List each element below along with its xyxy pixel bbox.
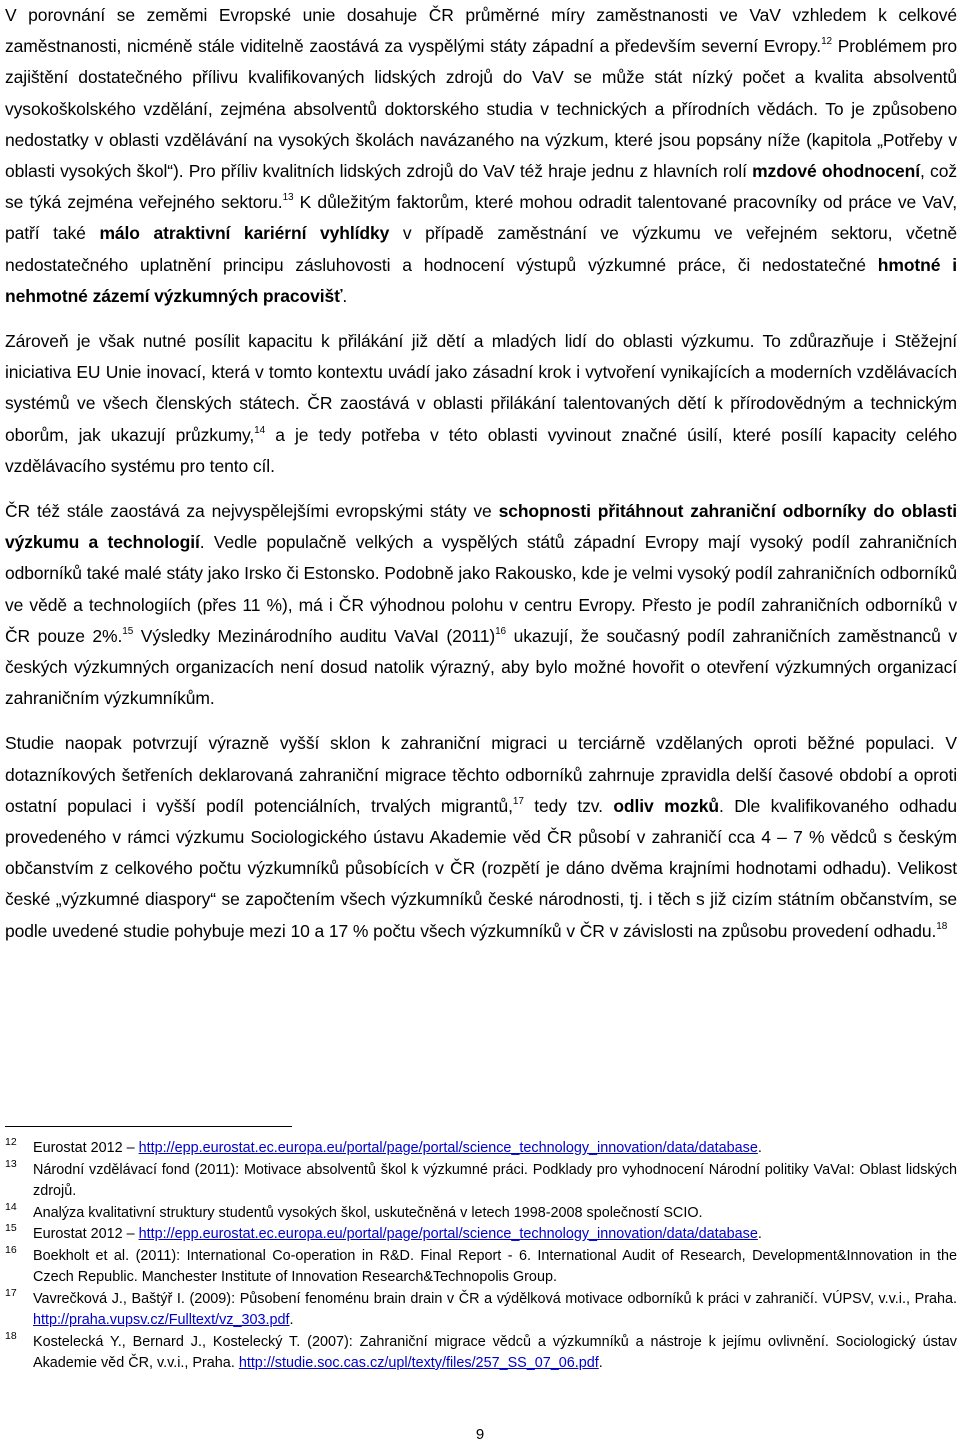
text-run: tedy tzv. [523,795,614,816]
footnote-17 [5,1286,957,1332]
footnote-16 [5,1243,957,1289]
text-run: Problémem pro zajištění dostatečného přílivu kvalifikovaných lidských zdrojů do VaV se může stát nízký počet a kvalita absolventů vysokoškolského vzdělání, zejména absolventů doktorského studia v technických a přírodních vědách. To je způsobeno nedostatky v oblasti vzdělávání na vysokých školách navázaného na výzkum, které jsou popsány níže (kapitola „Potřeby v oblasti vysokých škol“). Pro příliv kvalitních lidských zdrojů do VaV též hraje jednu z hlavních rolí [5,36,958,182]
footnote-number: 15 [5,1222,17,1234]
bold-text: málo atraktivní kariérní vyhlídky [99,223,390,244]
text-run: . Vedle populačně velkých a vyspělých států západní Evropy mají vysoký podíl zahraničních odborníků také malé státy jako Irsko či Estonsko. Podobně jako Rakousko, kde je velmi vysoký podíl zahraničních odborníků ve vědě a technologiích (přes 11 %), má i ČR výhodnou polohu v centru Evropy. Přesto je podíl zahraničních odborníků v ČR pouze 2%. [5,532,957,646]
paragraph-youth-attraction [5,326,957,482]
footnote-number: 13 [5,1157,17,1170]
paragraph-employment [5,0,957,312]
text-run: v případě zaměstnání ve výzkumu ve veřejném sektoru, včetně nedostatečného uplatnění principu zásluhovosti a hodnocení výstupů výzkumné práce, či nedostatečné [5,223,958,275]
footnote-punct: . [757,1140,762,1156]
footnote-ref[interactable]: 16 [495,625,506,637]
footnote-text: Vavrečková J., Baštýř I. (2009): Působení fenoménu brain drain v ČR a výdělková motivace odborníků k práci v zahraničí. VÚPSV, v.v.i., Praha. [33,1290,957,1307]
footnotes [5,1138,957,1375]
footnote-number: 16 [5,1243,17,1256]
footnote-number: 12 [5,1136,17,1148]
footnote-separator [5,1126,292,1127]
footnote-number: 17 [5,1286,17,1299]
footnote-text: Analýza kvalitativní struktury studentů vysokých škol, uskutečněná v letech 1998-2008 společností SCIO. [33,1204,703,1221]
footnote-link[interactable]: http://epp.eurostat.ec.europa.eu/portal/page/portal/science_technology_innovation/data/database [138,1226,758,1242]
bold-text: hmotné i nehmotné zázemí výzkumných pracovišť [5,254,957,306]
footnote-punct: . [598,1355,603,1371]
text-run: ukazují, že současný podíl zahraničních zaměstnanců v českých výzkumných organizacích není dosud natolik výrazný, aby bylo možné hovořit o otevření výzkumných organizací zahraničním výzkumníkům. [5,625,957,709]
footnote-number: 18 [5,1329,17,1342]
footnote-link[interactable]: http://studie.soc.cas.cz/upl/texty/files/257_SS_07_06.pdf [238,1355,599,1371]
paragraph-brain-drain [5,728,957,946]
footnote-ref[interactable]: 13 [282,192,294,204]
footnote-text: Eurostat 2012 – [33,1140,139,1156]
text-run: , což se týká zejména veřejného sektoru. [5,161,957,213]
footnote-ref[interactable]: 17 [512,795,524,807]
text-run: V porovnání se zeměmi Evropské unie dosahuje ČR průměrné míry zaměstnanosti ve VaV vzhledem k celkové zaměstnanosti, nicméně stále viditelně zaostává za vyspělými státy západní a především severní Evropy. [5,5,957,57]
footnote-12 [5,1138,957,1160]
footnote-15 [5,1224,957,1246]
text-run: Studie naopak potvrzují výrazně vyšší sklon k zahraniční migraci u terciárně vzdělaných oproti běžné populaci. V dotazníkových šetřeních deklarovaná zahraniční migrace těchto odborníků zahrnuje zpravidla delší časové období a oproti ostatní populaci i vyšší podíl potenciálních, trvalých migrantů, [5,733,957,816]
text-run: . [342,285,348,306]
paragraph-foreign-experts [5,496,957,714]
footnote-ref[interactable]: 14 [254,424,266,436]
text-run: ČR též stále zaostává za nejvyspělejšími evropskými státy ve [5,501,499,522]
text-run: Zároveň je však nutné posílit kapacitu k přilákání již dětí a mladých lidí do oblasti výzkumu. To zdůrazňuje i Stěžejní iniciativa EU Unie inovací, která v tomto kontextu uvádí jako zásadní krok i vytvoření vynikajících a moderních vzdělávacích systémů ve všech členských státech. ČR zaostává v oblasti přilákání talentovaných dětí k přírodovědným a technickým oborům, jak ukazují průzkumy, [5,331,957,445]
footnote-punct: . [757,1226,762,1242]
footnote-13 [5,1157,957,1203]
footnote-ref[interactable]: 18 [936,920,948,932]
text-run: Výsledky Mezinárodního auditu VaVaI (2011) [133,625,496,646]
footnote-link[interactable]: http://epp.eurostat.ec.europa.eu/portal/page/portal/science_technology_innovation/data/database [138,1140,758,1156]
text-run: . Dle kvalifikovaného odhadu provedeného v rámci výzkumu Sociologického ústavu Akademie věd ČR působí v zahraničí cca 4 – 7 % vědců s českým občanstvím z celkového počtu výzkumníků působících v ČR (rozpětí je dáno dvěma krajními hodnotami odhadu). Velikost české „výzkumné diaspory“ se započtením všech výzkumníků české národnosti, tj. i těch s již cizím státním občanstvím, se podle uvedené studie pohybuje mezi 10 a 17 % počtu všech výzkumníků v ČR v závislosti na způsobu provedení odhadu. [5,795,957,941]
footnote-text: Národní vzdělávací fond (2011): Motivace absolventů škol k výzkumné práci. Podklady pro vyhodnocení Národní politiky VaVaI: Oblast lidských zdrojů. [33,1161,957,1199]
footnote-text: Eurostat 2012 – [33,1226,139,1242]
footnote-number: 14 [5,1200,17,1213]
footnote-text: Kostelecká Y., Bernard J., Kostelecký T. (2007): Zahraniční migrace vědců a výzkumníků a nástroje k jejímu ovlivnění. Sociologický ústav Akademie věd ČR, v.v.i., Praha. [33,1333,957,1371]
footnote-text: Boekholt et al. (2011): International Co-operation in R&D. Final Report - 6. International Audit of Research, Development&Innovation in the Czech Republic. Manchester Institute of Innovation Research&Technopolis Group. [33,1247,957,1285]
text-run: K důležitým faktorům, které mohou odradit talentované pracovníky od práce ve VaV, patří také [5,192,957,244]
footnote-18 [5,1329,957,1375]
footnote-ref[interactable]: 12 [821,36,832,48]
footnote-14 [5,1200,957,1225]
document-page [5,0,958,1371]
footnote-link[interactable]: http://praha.vupsv.cz/Fulltext/vz_303.pdf [33,1312,290,1328]
text-run: a je tedy potřeba v této oblasti vyvinout značné úsilí, které posílí kapacity celého vzdělávacího systému pro tento cíl. [5,424,957,476]
bold-text: schopnosti přitáhnout zahraniční odborníky do oblasti výzkumu a technologií [5,501,957,553]
footnote-punct: . [289,1312,294,1328]
bold-text: mzdové ohodnocení [752,161,921,182]
page-number: 9 [475,1426,485,1443]
footnote-ref[interactable]: 15 [122,625,134,637]
bold-text: odliv mozků [613,795,720,816]
